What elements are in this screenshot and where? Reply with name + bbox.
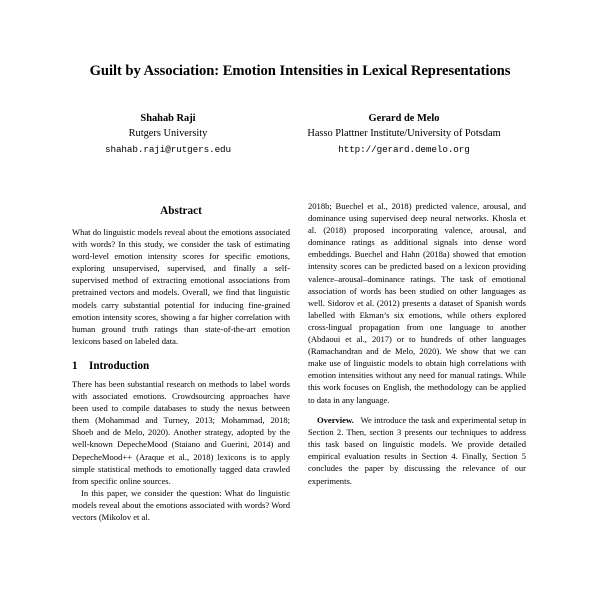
- related-work-continuation: 2018b; Buechel et al., 2018) predicted valence, arousal, and dominance using supervised deep neural networks. Khosla et al. (2018) proposed incorporating valence, arousal, and dominance ratings as additional signals into dense word embeddings. Buechel and Hahn (2018a) showed that emotion intensity scores can be predicted based on a lexicon providing valence–arousal–dominance ratings. The task of emotional association of words has been studied on other languages as well. Sidorov et al. (2012) presents a dataset of Spanish words labelled with Ekman’s six emotions, while others explored cross-lingual propagation from one language to another (Abdaoui et al., 2017) or to hundreds of other languages (Ramachandran and de Melo, 2020). We show that we can make use of linguistic models to obtain high correlations with emotion intensities without any need for manual ratings. While this work focuses on English, the methodology can be applied to data in any language.: [308, 201, 526, 405]
- left-column: [72, 200, 290, 600]
- author-email[interactable]: shahab.raji@rutgers.edu: [104, 143, 232, 155]
- author-affiliation: Rutgers University: [128, 128, 208, 139]
- author-entry: [272, 112, 536, 157]
- two-column-body: [0, 200, 600, 600]
- author-entry: [64, 112, 272, 157]
- section-title: Introduction: [89, 359, 150, 372]
- overview-label: Overview.: [317, 415, 354, 426]
- section-heading-introduction: [72, 360, 290, 372]
- overview-paragraph: [308, 414, 526, 487]
- overview-text: We introduce the task and experimental setup in Section 2. Then, section 3 presents our techniques to address this task based on linguistic models. We provide detailed empirical evaluation results in Section 4. Finally, Section 5 concludes the paper by discussing the relevance of our experiments.: [308, 415, 526, 486]
- author-name: Shahab Raji: [140, 113, 196, 125]
- abstract-heading: Abstract: [160, 205, 202, 217]
- author-name: Gerard de Melo: [368, 113, 440, 125]
- author-affiliation: Hasso Plattner Institute/University of Potsdam: [307, 128, 501, 139]
- title-block: [0, 0, 600, 158]
- intro-paragraph-2: In this paper, we consider the question: What do linguistic models reveal about the emotions associated with words? Word vectors (Mikolov et al.: [72, 487, 290, 522]
- intro-paragraph-1: There has been substantial research on methods to label words with associated emotions. Crowdsourcing approaches have been used to compile databases to study the nexus between them (Mohammad and Turney, 2013; Mohammad, 2018; Shoeb and de Melo, 2020). Another strategy, adopted by the well-known DepecheMood (Staiano and Guerini, 2014) and DepecheMood++ (Araque et al., 2018) lexicons is to apply simple statistical methods to emotionally tagged data crawled from specific online sources.: [72, 378, 290, 486]
- page-title: Guilt by Association: Emotion Intensities in Lexical Representations: [89, 63, 511, 79]
- section-number: 1: [72, 359, 78, 372]
- abstract-text: What do linguistic models reveal about the emotions associated with words? In this study, we consider the task of estimating word-level emotion intensity scores for specific emotions, exploring unsupervised, supervised, and finally a self-supervised method of extracting emotional associations from pretrained vectors and models. Overall, we find that linguistic models carry substantial potential for inducing fine-grained emotion intensity scores, showing a far higher correlation with human ground truth ratings than state-of-the-art emotion lexicons based on labeled data.: [72, 227, 290, 346]
- right-column: [308, 200, 526, 600]
- author-homepage-link[interactable]: http://gerard.demelo.org: [338, 143, 470, 155]
- author-block: [60, 112, 540, 157]
